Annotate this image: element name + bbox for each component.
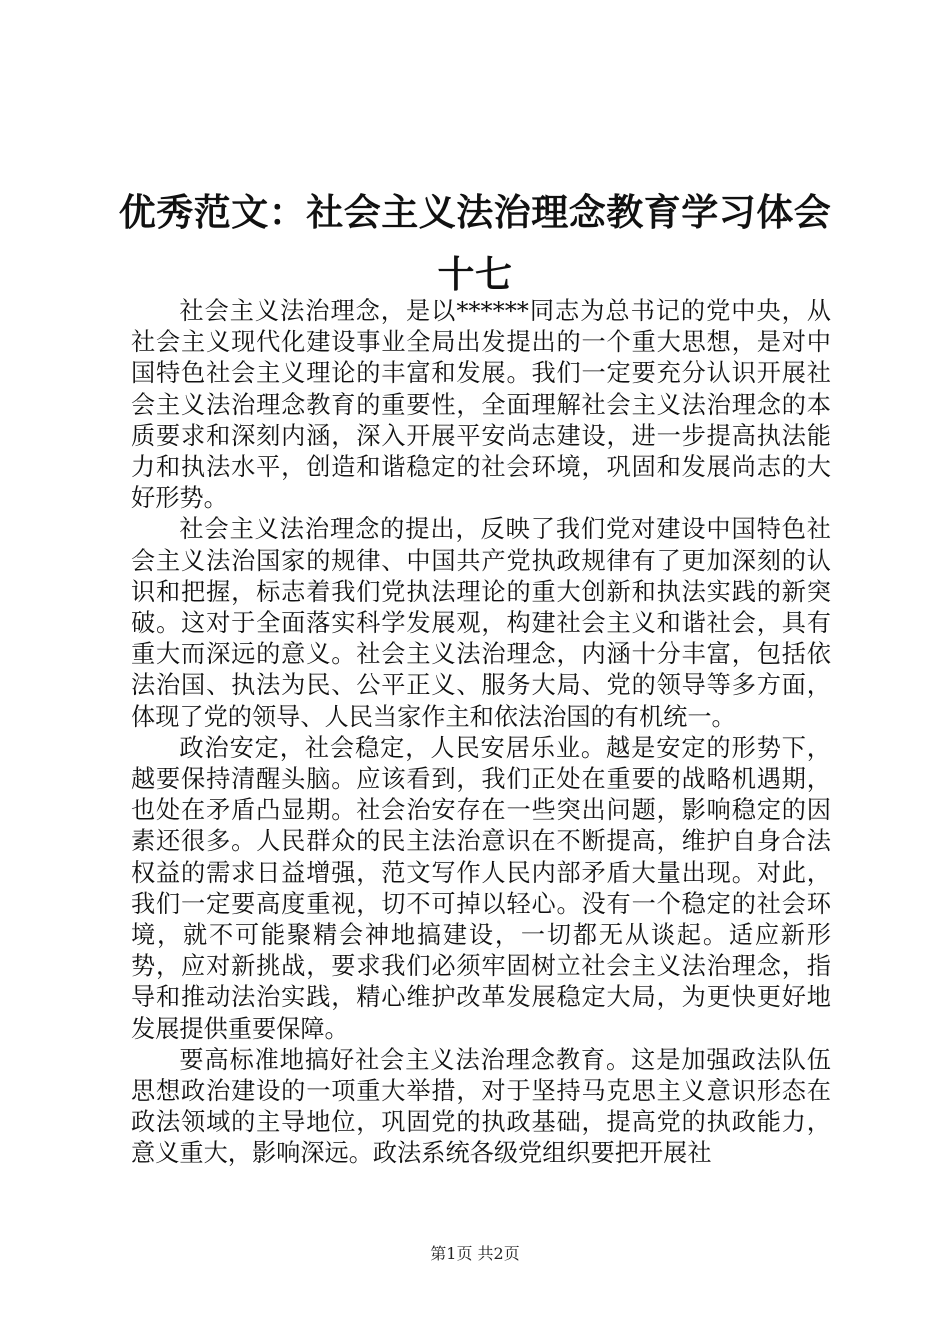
paragraph-3: 政治安定，社会稳定，人民安居乐业。越是安定的形势下，越要保持清醒头脑。应该看到，我们正处在重要的战略机遇期，也处在矛盾凸显期。社会治安存在一些突出问题，影响稳定的因素还很多。人民群众的民主法治意识在不断提高，维护自身合法权益的需求日益增强，范文写作人民内部矛盾大量出现。对此，我们一定要高度重视，切不可掉以轻心。没有一个稳定的社会环境，就不可能聚精会神地搞建设，一切都无从谈起。适应新形势，应对新挑战，要求我们必须牢固树立社会主义法治理念，指导和推动法治实践，精心维护改革发展稳定大局，为更快更好地发展提供重要保障。 [131,733,831,1043]
paragraph-2: 社会主义法治理念的提出，反映了我们党对建设中国特色社会主义法治国家的规律、中国共产党执政规律有了更加深刻的认识和把握，标志着我们党执法理论的重大创新和执法实践的新突破。这对于全面落实科学发展观，构建社会主义和谐社会，具有重大而深远的意义。社会主义法治理念，内涵十分丰富，包括依法治国、执法为民、公平正义、服务大局、党的领导等多方面，体现了党的领导、人民当家作主和依法治国的有机统一。 [131,515,831,731]
paragraph-4: 要高标准地搞好社会主义法治理念教育。这是加强政法队伍思想政治建设的一项重大举措，对于坚持马克思主义意识形态在政法领域的主导地位，巩固党的执政基础，提高党的执政能力，意义重大，影响深远。政法系统各级党组织要把开展社 [131,1045,831,1168]
document-body [131,296,831,1170]
paragraph-1: 社会主义法治理念，是以******同志为总书记的党中央，从社会主义现代化建设事业全局出发提出的一个重大思想，是对中国特色社会主义理论的丰富和发展。我们一定要充分认识开展社会主义法治理念教育的重要性，全面理解社会主义法治理念的本质要求和深刻内涵，深入开展平安尚志建设，进一步提高执法能力和执法水平，创造和谐稳定的社会环境，巩固和发展尚志的大好形势。 [131,297,831,513]
page-footer: 第1页 共2页 [430,1244,520,1263]
document-title: 优秀范文：社会主义法治理念教育学习体会十七 [118,191,832,296]
